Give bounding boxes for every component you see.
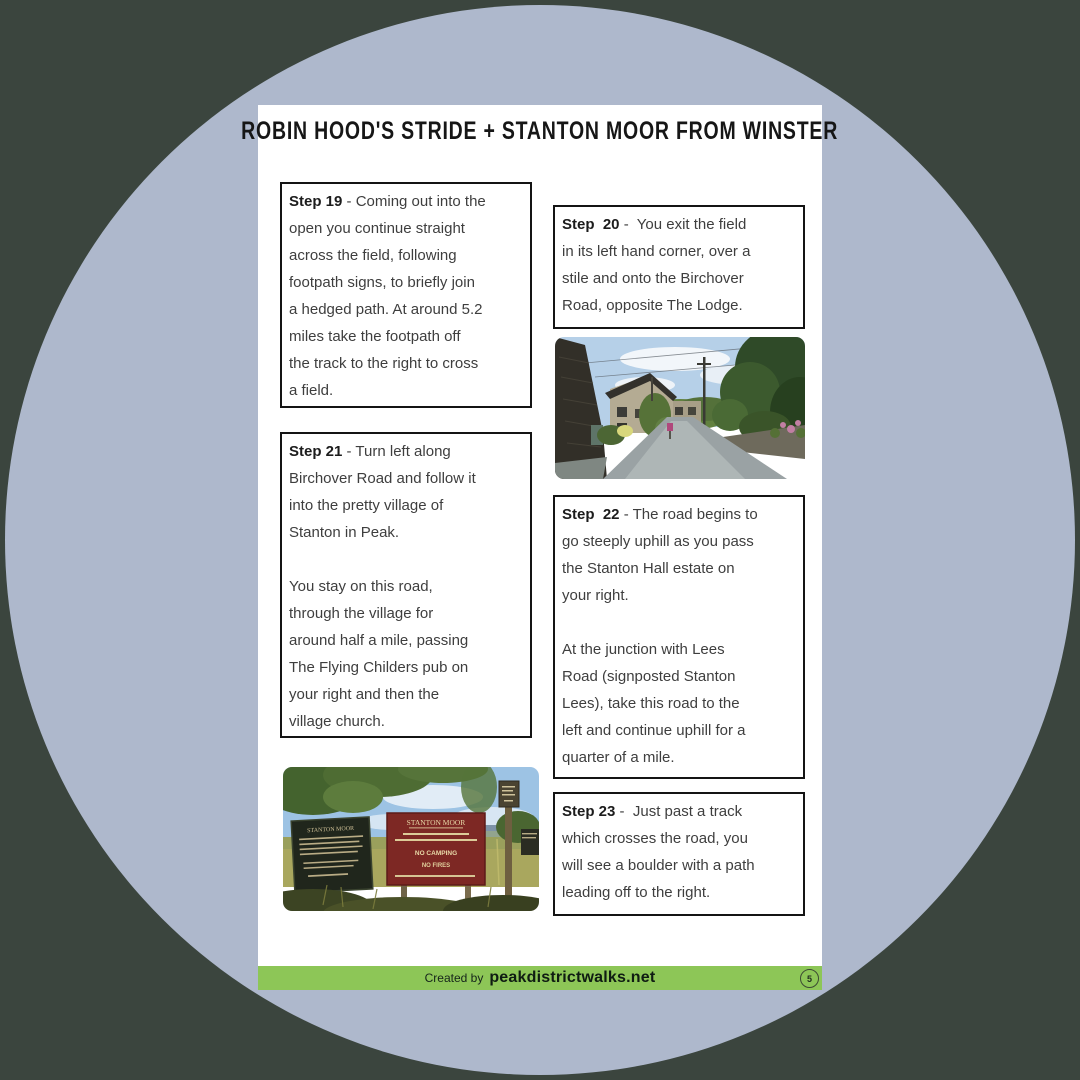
step-text-line: village church. xyxy=(289,713,385,730)
step-text-line: in its left hand corner, over a xyxy=(562,243,751,260)
footer-bar xyxy=(258,966,822,990)
step-text-line: footpath signs, to briefly join xyxy=(289,274,475,291)
step-text-line: leading off to the right. xyxy=(562,884,711,901)
step-text-line: go steeply uphill as you pass xyxy=(562,533,754,550)
page-number-badge: 5 xyxy=(800,969,819,988)
step-text-line xyxy=(289,546,523,573)
step-text-line: Step 23 - Just past a track xyxy=(562,803,743,820)
step-text-line: Road, opposite The Lodge. xyxy=(562,297,743,314)
step-text-line: Step 22 - The road begins to xyxy=(562,506,758,523)
step-23-box xyxy=(553,792,805,916)
step-22-box xyxy=(553,495,805,779)
footer-site-name: peakdistrictwalks.net xyxy=(489,969,656,986)
svg-text:NO CAMPING: NO CAMPING xyxy=(414,850,458,857)
step-text-line: Stanton in Peak. xyxy=(289,524,400,541)
step-text-line: a field. xyxy=(289,382,334,399)
step-19-box xyxy=(280,182,532,408)
step-text-line: your right and then the xyxy=(289,686,440,703)
step-text-line: Lees), take this road to the xyxy=(562,695,740,712)
stanton-moor-signs-photo xyxy=(283,767,539,911)
step-text-line: stile and onto the Birchover xyxy=(562,270,744,287)
step-20-box xyxy=(553,205,805,329)
svg-text:STANTON MOOR: STANTON MOOR xyxy=(406,818,466,827)
step-text-line: will see a boulder with a path xyxy=(562,857,755,874)
step-text-line: Birchover Road and follow it xyxy=(289,470,476,487)
step-21-box xyxy=(280,432,532,738)
step-text-line: You stay on this road, xyxy=(289,578,433,595)
footer-created-by: Created by xyxy=(424,971,484,985)
red-sign xyxy=(387,813,485,885)
step-text-line: Step 20 - You exit the field xyxy=(562,216,747,233)
step-text-line: left and continue uphill for a xyxy=(562,722,746,739)
step-text-line: across the field, following xyxy=(289,247,457,264)
step-text-line: quarter of a mile. xyxy=(562,749,675,766)
step-text-line: a hedged path. At around 5.2 xyxy=(289,301,483,318)
step-text-line: the Stanton Hall estate on xyxy=(562,560,735,577)
step-text-line: into the pretty village of xyxy=(289,497,444,514)
page-title: ROBIN HOOD'S STRIDE + STANTON MOOR FROM WINSTER xyxy=(241,117,839,145)
step-text-line: your right. xyxy=(562,587,629,604)
birchover-road-photo xyxy=(555,337,805,479)
step-text-line xyxy=(562,609,796,636)
step-text-line: open you continue straight xyxy=(289,220,465,237)
svg-text:NO FIRES: NO FIRES xyxy=(421,863,451,869)
step-text-line: which crosses the road, you xyxy=(562,830,748,847)
svg-text:STANTON MOOR: STANTON MOOR xyxy=(307,825,355,835)
dark-sign xyxy=(291,817,373,893)
step-text-line: miles take the footpath off xyxy=(289,328,461,345)
step-text-line: around half a mile, passing xyxy=(289,632,469,649)
step-text-line: At the junction with Lees xyxy=(562,641,725,658)
step-text-line: The Flying Childers pub on xyxy=(289,659,469,676)
step-text-line: Step 21 - Turn left along xyxy=(289,443,451,460)
step-text-line: Road (signposted Stanton xyxy=(562,668,736,685)
step-text-line: the track to the right to cross xyxy=(289,355,479,372)
step-text-line: Step 19 - Coming out into the xyxy=(289,193,486,210)
step-text-line: through the village for xyxy=(289,605,434,622)
walk-guide-page xyxy=(241,105,839,990)
